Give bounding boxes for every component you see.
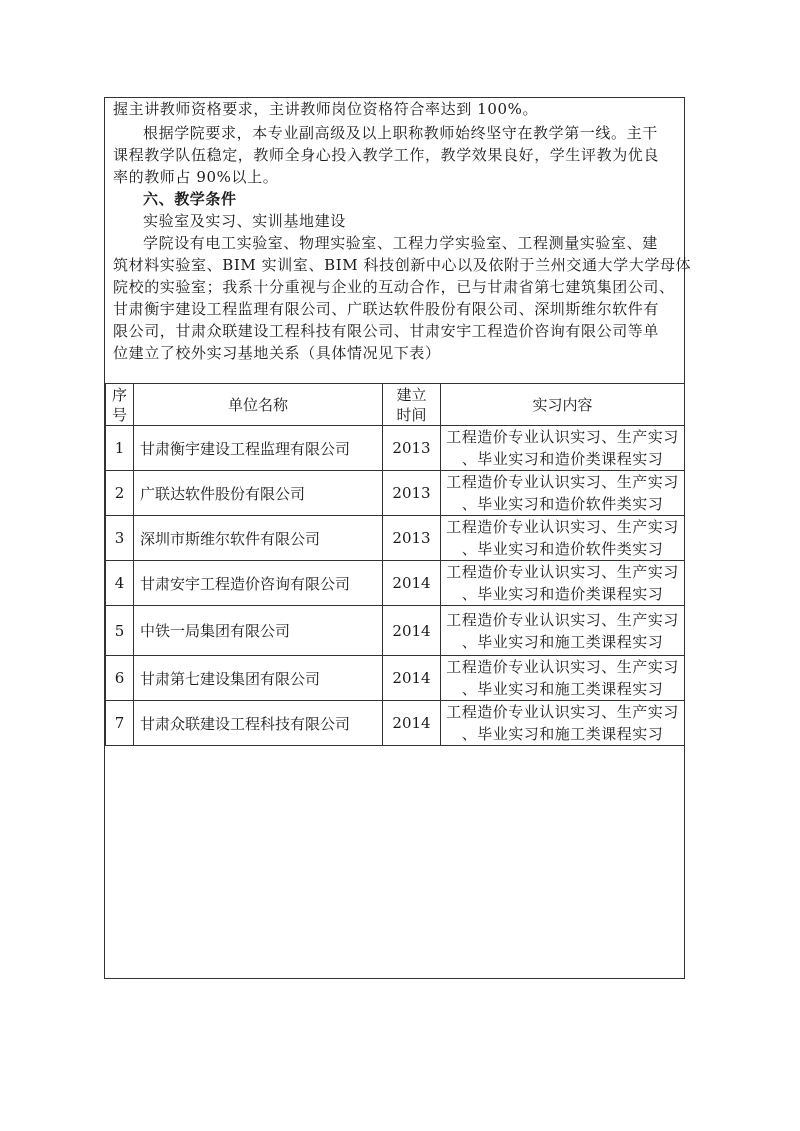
row-content-line: 、毕业实习和造价类课程实习 <box>461 450 664 468</box>
paragraph-line: 根据学院要求，本专业副高级及以上职称教师始终坚守在教学第一线。主干 <box>143 124 658 142</box>
table-row <box>106 606 685 656</box>
row-content-line: 工程造价专业认识实习、生产实习 <box>446 473 679 491</box>
header-index <box>106 384 134 426</box>
internship-base-table <box>105 383 685 746</box>
row-company-name: 甘肃众联建设工程科技有限公司 <box>134 701 383 746</box>
table-header-row <box>106 384 685 426</box>
row-index: 6 <box>106 656 134 701</box>
paragraph-line: 筑材料实验室、BIM 实训室、BIM 科技创新中心以及依附于兰州交通大学大学母体 <box>113 256 692 274</box>
document-frame <box>104 97 692 979</box>
row-content <box>441 656 685 701</box>
row-index: 2 <box>106 471 134 516</box>
text-section <box>105 98 692 384</box>
paragraph-line: 率的教师占 90%以上。 <box>113 168 279 186</box>
row-content-line: 、毕业实习和施工类课程实习 <box>461 680 664 698</box>
row-year: 2013 <box>383 516 441 561</box>
table-row <box>106 701 685 746</box>
row-content-line: 工程造价专业认识实习、生产实习 <box>446 428 679 446</box>
header-year-top: 建立 <box>396 385 427 404</box>
row-company-name: 甘肃衡宇建设工程监理有限公司 <box>134 426 383 471</box>
row-content-line: 、毕业实习和施工类课程实习 <box>461 725 664 743</box>
paragraph-line: 院校的实验室；我系十分重视与企业的互动合作，已与甘肃省第七建筑集团公司、 <box>113 278 675 296</box>
header-index-bottom: 号 <box>111 405 127 424</box>
row-content-line: 、毕业实习和造价类课程实习 <box>461 585 664 603</box>
row-content-line: 工程造价专业认识实习、生产实习 <box>446 563 679 581</box>
section-heading: 六、教学条件 <box>143 190 237 208</box>
row-index: 7 <box>106 701 134 746</box>
table-row <box>106 516 685 561</box>
row-content <box>441 606 685 656</box>
paragraph-line: 学院设有电工实验室、物理实验室、工程力学实验室、工程测量实验室、建 <box>143 234 658 252</box>
row-company-name: 中铁一局集团有限公司 <box>134 606 383 656</box>
row-index: 4 <box>106 561 134 606</box>
paragraph-line: 限公司，甘肃众联建设工程科技有限公司、甘肃安宇工程造价咨询有限公司等单 <box>113 322 660 340</box>
row-content-line: 、毕业实习和造价软件类实习 <box>461 540 664 558</box>
table-row <box>106 471 685 516</box>
row-year: 2014 <box>383 656 441 701</box>
table-row <box>106 561 685 606</box>
row-year: 2014 <box>383 606 441 656</box>
row-company-name: 甘肃第七建设集团有限公司 <box>134 656 383 701</box>
paragraph-line: 位建立了校外实习基地关系（具体情况见下表） <box>113 344 441 362</box>
row-content-line: 、毕业实习和施工类课程实习 <box>461 632 664 651</box>
table-row <box>106 656 685 701</box>
table-row <box>106 426 685 471</box>
row-index: 1 <box>106 426 134 471</box>
header-name: 单位名称 <box>134 384 383 426</box>
paragraph-line: 握主讲教师资格要求，主讲教师岗位资格符合率达到 100%。 <box>113 100 539 118</box>
row-content <box>441 426 685 471</box>
header-index-top: 序 <box>111 385 127 404</box>
row-content <box>441 561 685 606</box>
row-content-line: 工程造价专业认识实习、生产实习 <box>446 518 679 536</box>
header-content: 实习内容 <box>441 384 685 426</box>
row-content-line: 工程造价专业认识实习、生产实习 <box>446 610 679 629</box>
row-index: 5 <box>106 606 134 656</box>
sub-heading: 实验室及实习、实训基地建设 <box>143 212 346 230</box>
row-company-name: 甘肃安宇工程造价咨询有限公司 <box>134 561 383 606</box>
row-year: 2013 <box>383 426 441 471</box>
header-year <box>383 384 441 426</box>
row-content-line: 、毕业实习和造价软件类实习 <box>461 495 664 513</box>
paragraph-line: 课程教学队伍稳定，教师全身心投入教学工作，教学效果良好，学生评教为优良 <box>113 146 660 164</box>
row-content-line: 工程造价专业认识实习、生产实习 <box>446 658 679 676</box>
row-content <box>441 516 685 561</box>
header-year-bottom: 时间 <box>396 405 427 424</box>
row-year: 2014 <box>383 701 441 746</box>
row-content <box>441 471 685 516</box>
row-index: 3 <box>106 516 134 561</box>
row-year: 2013 <box>383 471 441 516</box>
row-company-name: 广联达软件股份有限公司 <box>134 471 383 516</box>
row-content <box>441 701 685 746</box>
row-year: 2014 <box>383 561 441 606</box>
paragraph-line: 甘肃衡宇建设工程监理有限公司、广联达软件股份有限公司、深圳斯维尔软件有 <box>113 300 660 318</box>
row-company-name: 深圳市斯维尔软件有限公司 <box>134 516 383 561</box>
row-content-line: 工程造价专业认识实习、生产实习 <box>446 703 679 721</box>
